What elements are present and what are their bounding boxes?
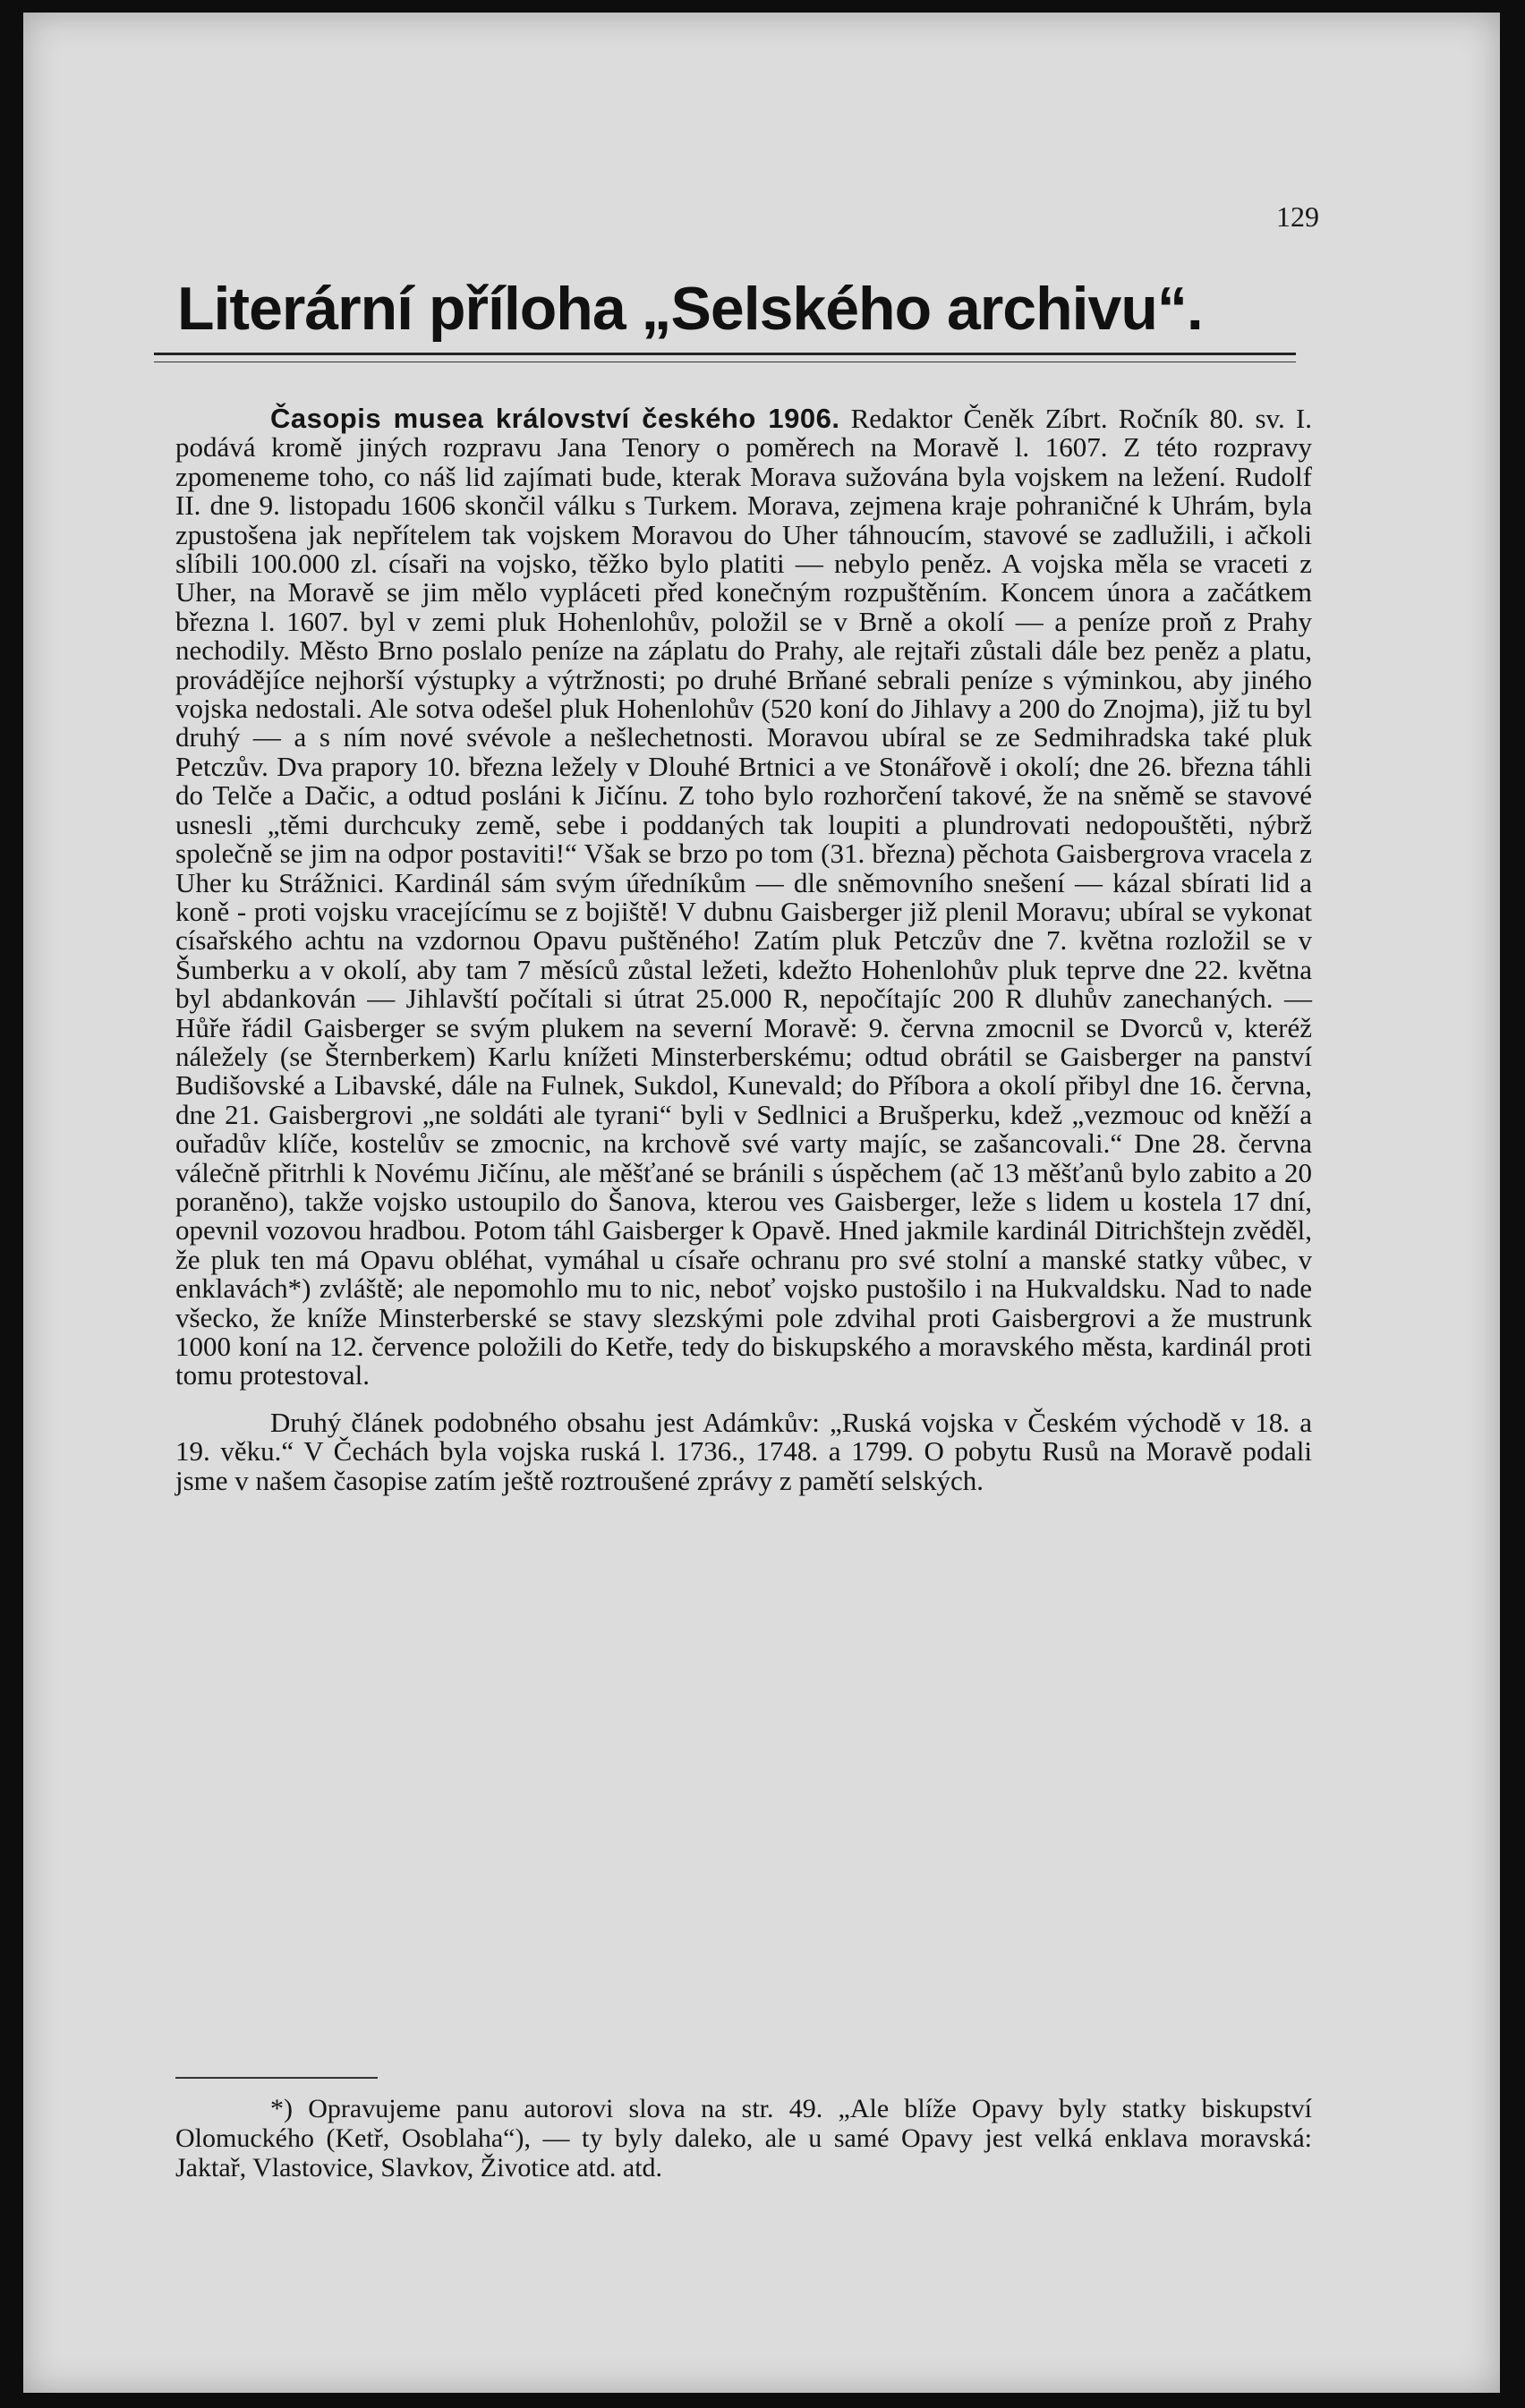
page-number: 129 <box>1276 200 1319 233</box>
article-paragraph-text: Redaktor Čeněk Zíbrt. Ročník 80. sv. I. podává kromě jiných rozpravu Jana Tenory o poměrech na Moravě l. 1607. Z této rozpravy zpomeneme toho, co náš lid zajímati bude, kterak Morava sužována byla vojskem na ležení. Rudolf II. dne 9. listopadu 1606 skončil válku s Turkem. Morava, zejmena kraje pohraničné k Uhrám, byla zpustošena jak nepřítelem tak vojskem Moravou do Uher táhnoucím, stavové se zadlužili, i ačkoli slíbili 100.000 zl. císaři na vojsko, těžko bylo platiti — nebylo peněz. A vojska měla se vraceti z Uher, na Moravě se jim mělo vypláceti před konečným rozpuštěním. Koncem února a začátkem března l. 1607. byl v zemi pluk Hohenlohův, položil se v Brně a okolí — a peníze proň z Prahy nechodily. Město Brno poslalo peníze na záplatu do Prahy, ale rejtaři zůstali dále bez peněz a platu, provádějíce nejhorší výstupky a výtržnosti; po druhé Brňané sebrali peníze s výminkou, aby jiného vojska nedostali. Ale sotva odešel pluk Hohenlohův (520 koní do Jihlavy a 200 do Znojma), již tu byl druhý — a s ním nové svévole a nešlechetnosti. Moravou ubíral se ze Sedmihradska také pluk Petczův. Dva prapory 10. března ležely v Dlouhé Brtnici a ve Stonářově i okolí; dne 26. března táhli do Telče a Dačic, a odtud posláni k Jičínu. Z toho bylo rozhorčení takové, že na sněmě se stavové usnesli „těmi durchcuky země, sebe i poddaných tak loupiti a plundrovati nedopouštěti, nýbrž společně se jim na odpor postaviti!“ Však se brzo po tom (31. března) pěchota Gaisbergrova vracela z Uher ku Strážnici. Kardinál sám svým úředníkům — dle sněmovního snešení — kázal sbírati lid a koně - proti vojsku vracejícímu se z bojiště! V dubnu Gaisberger již plenil Moravu; ubíral se vykonat císařského achtu na vzdornou Opavu puštěného! Zatím pluk Petczův dne 7. května rozložil se v Šumberku a v okolí, aby tam 7 měsíců zůstal ležeti, kdežto Hohenlohův pluk teprve dne 22. května byl abdankován — Jihlavští počítali si útrat 25.000 R, nepočítajíc 200 R dluhův zanechaných. — Hůře řádil Gaisberger se svým plukem na severní Moravě: 9. června zmocnil se Dvorců v, kteréž náležely (se Šternberkem) Karlu knížeti Minsterberskému; odtud obrátil se Gaisberger na panství Budišovské a Libavské, dále na Fulnek, Sukdol, Kunevald; do Příbora a okolí přibyl dne 16. června, dne 21. Gaisbergrovi „ne soldáti ale tyrani“ byli v Sedlnici a Brušperku, kdež „vezmouc od kněží a ouřadův klíče, kostelův se zmocnic, na krchově své varty majíc, se zašancovali.“ Dne 28. června válečně přitrhli k Novému Jičínu, ale měšťané se bránili s úspěchem (ač 13 měšťanů bylo zabito a 20 poraněno), takže vojsko ustoupilo do Šanova, kterou ves Gaisberger, leže s lidem u kostela 17 dní, opevnil vozovou hradbou. Potom táhl Gaisberger k Opavě. Hned jakmile kardinál Ditrichštejn zvěděl, že pluk ten má Opavu obléhat, vymáhal u císaře ochranu pro své stolní a manské statky vůbec, v enklavách*) zvláště; ale nepomohlo mu to nic, neboť vojsko pustošilo i na Hukvaldsku. Nad to nade všecko, že kníže Minsterberské se stavy slezskými pole zdvihal proti Gaisbergrovi a že mustrunk 1000 koní na 12. července položili do Ketře, tedy do biskupského a moravského města, kardinál proti tomu protestoval. <box>175 403 1313 1391</box>
article-body <box>175 404 1312 1495</box>
article-paragraph: Druhý článek podobného obsahu jest Adámkův: „Ruská vojska v Českém východě v 18. a 19. věku.“ V Čechách byla vojska ruská l. 1736., 1748. a 1799. O pobytu Rusů na Moravě podali jsme v našem časopise zatím ještě roztroušené zprávy z pamětí selských. <box>175 1406 1312 1496</box>
footnote <box>175 2094 1312 2183</box>
article-paragraph <box>175 404 1312 1391</box>
heading-rule-thick <box>154 353 1296 355</box>
article-lead: Časopis musea království českého 1906. <box>270 403 840 434</box>
footnote-rule <box>175 2077 378 2079</box>
page-heading: Literární příloha „Selského archivu“. <box>177 275 1203 343</box>
footnote-text: *) Opravujeme panu autorovi slova na str. 49. „Ale blíže Opavy byly statky biskupství Olomuckého (Ketř, Osoblaha“), — ty byly daleko, ale u samé Opavy jest velká enklava moravská: Jaktař, Vlastovice, Slavkov, Životice atd. atd. <box>175 2094 1312 2183</box>
